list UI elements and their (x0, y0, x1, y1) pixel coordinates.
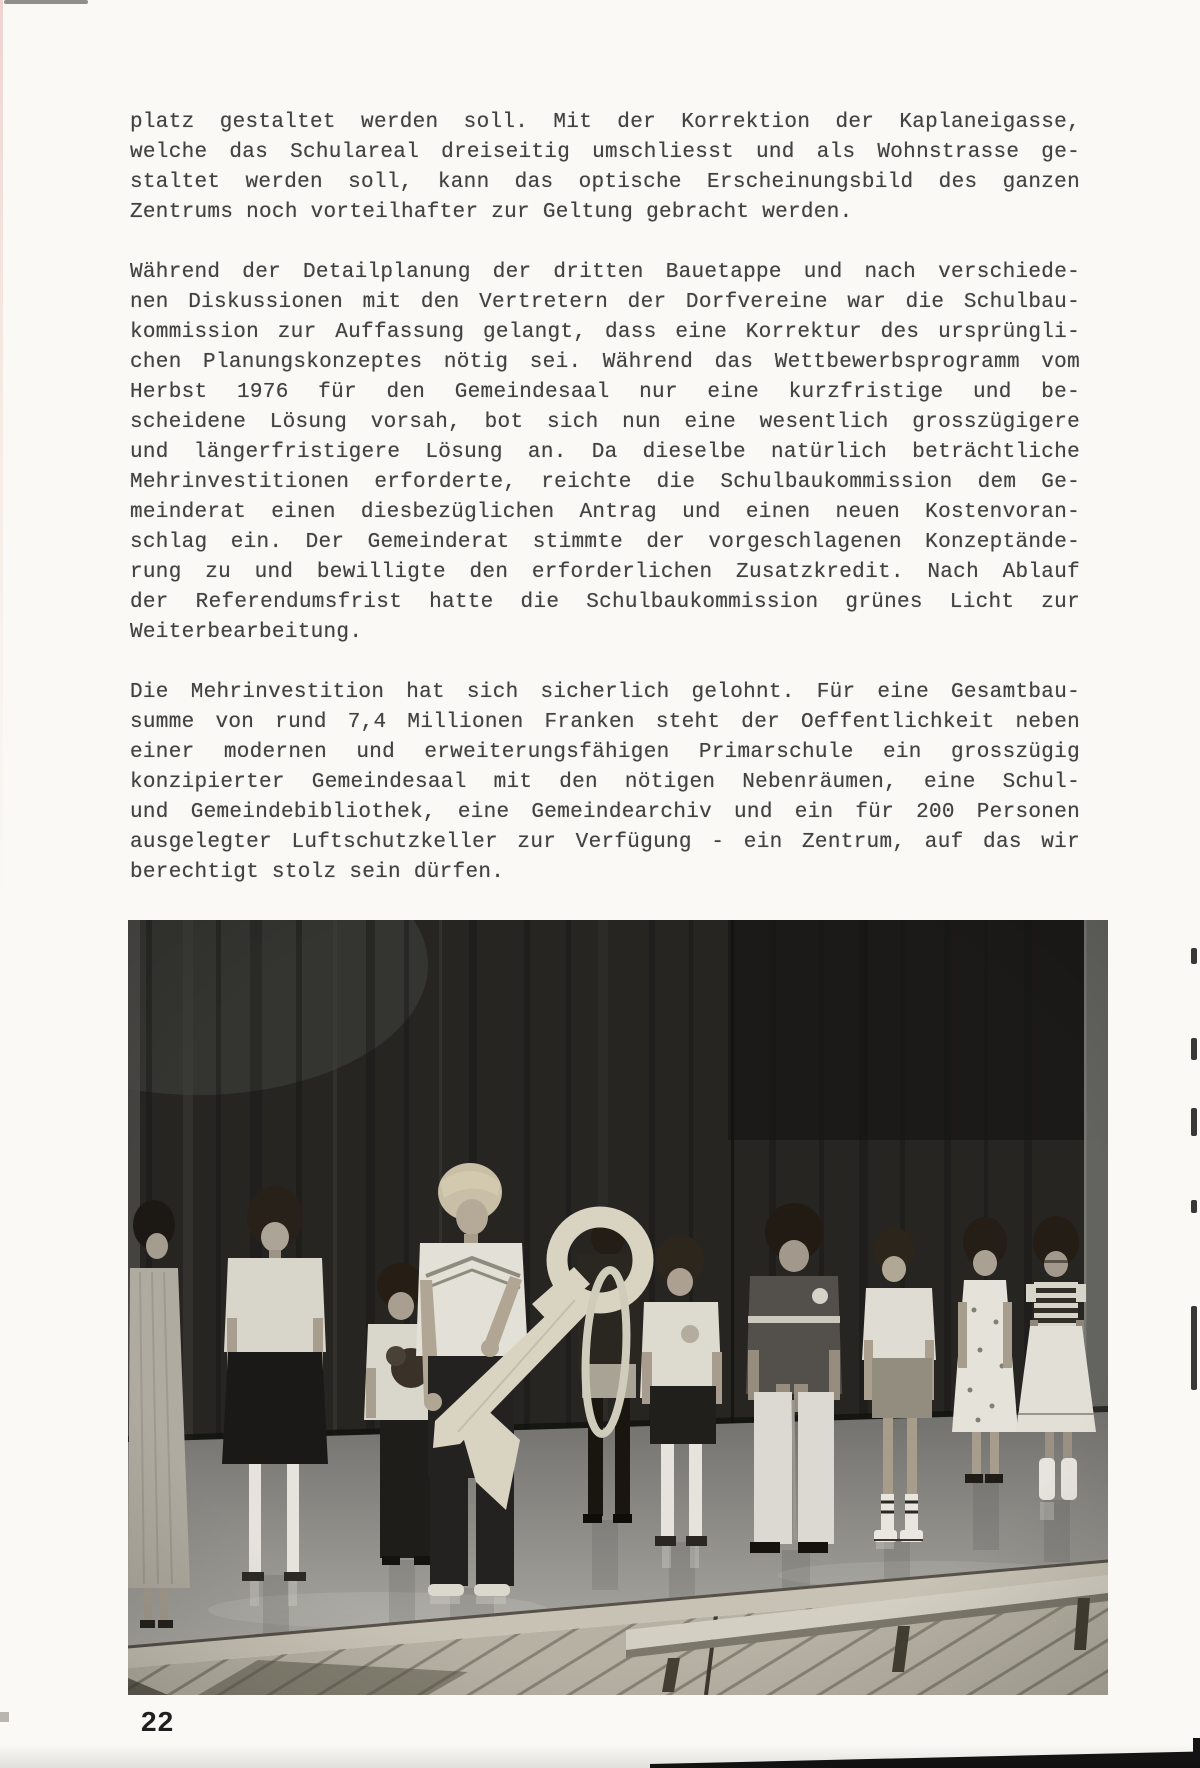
stage-photo-graphic (128, 920, 1108, 1695)
text-line: Während der Detailplanung der dritten Bauetappe und nach verschiede- (130, 261, 1080, 284)
paragraph (130, 108, 1080, 228)
stage-photograph (128, 920, 1108, 1695)
text-line: und Gemeindebibliothek, eine Gemeindearchiv und ein für 200 Personen (130, 801, 1080, 824)
text-line: meinderat einen diesbezüglichen Antrag und einen neuen Kostenvoran- (130, 501, 1080, 524)
page-bottom-shadow (0, 1745, 1200, 1768)
text-line: Zentrums noch vorteilhafter zur Geltung gebracht werden. (130, 201, 853, 224)
text-line: einer modernen und erweiterungsfähigen Primarschule ein grosszügig (130, 741, 1080, 764)
text-line: nen Diskussionen mit den Vertretern der Dorfvereine war die Schulbau- (130, 291, 1080, 314)
scan-artifact-corner (1193, 1738, 1200, 1768)
text-line: rung zu und bewilligte den erforderlichen Zusatzkredit. Nach Ablauf (130, 561, 1080, 584)
text-line: der Referendumsfrist hatte die Schulbaukommission grünes Licht zur (130, 591, 1080, 614)
scan-artifact-right-dash (1191, 1200, 1197, 1213)
text-line: scheidene Lösung vorsah, bot sich nun eine wesentlich grosszügigere (130, 411, 1080, 434)
text-line: berechtigt stolz sein dürfen. (130, 861, 505, 884)
scan-artifact-right-dash (1191, 1108, 1197, 1136)
text-line: und längerfristigere Lösung an. Da dieselbe natürlich beträchtliche (130, 441, 1080, 464)
photo-vignette (128, 920, 1108, 1695)
text-line: konzipierter Gemeindesaal mit den nötigen Nebenräumen, eine Schul- (130, 771, 1080, 794)
paragraph (130, 258, 1080, 648)
text-line: Weiterbearbeitung. (130, 621, 363, 644)
scan-artifact-bottom-left (0, 1712, 9, 1722)
page-number: 22 (141, 1706, 175, 1737)
scan-artifact-left-edge (0, 0, 3, 900)
text-line: staltet werden soll, kann das optische Erscheinungsbild des ganzen (130, 171, 1080, 194)
body-text (130, 108, 1080, 918)
text-line: summe von rund 7,4 Millionen Franken steht der Oeffentlichkeit neben (130, 711, 1080, 734)
scan-artifact-right-dash (1191, 948, 1197, 964)
text-line: Mehrinvestitionen erforderte, reichte die Schulbaukommission dem Ge- (130, 471, 1080, 494)
text-line: kommission zur Auffassung gelangt, dass eine Korrektur des ursprüngli- (130, 321, 1080, 344)
text-line: welche das Schulareal dreiseitig umschliesst und als Wohnstrasse ge- (130, 141, 1080, 164)
paragraph (130, 678, 1080, 888)
text-line: Herbst 1976 für den Gemeindesaal nur eine kurzfristige und be- (130, 381, 1080, 404)
scan-artifact-top-left (4, 0, 88, 4)
text-line: platz gestaltet werden soll. Mit der Korrektion der Kaplaneigasse, (130, 111, 1080, 134)
scan-artifact-right-dash (1191, 1306, 1197, 1390)
text-line: chen Planungskonzeptes nötig sei. Während das Wettbewerbsprogramm vom (130, 351, 1080, 374)
text-line: schlag ein. Der Gemeinderat stimmte der vorgeschlagenen Konzeptände- (130, 531, 1080, 554)
text-line: ausgelegter Luftschutzkeller zur Verfügung - ein Zentrum, auf das wir (130, 831, 1080, 854)
text-line: Die Mehrinvestition hat sich sicherlich gelohnt. Für eine Gesamtbau- (130, 681, 1080, 704)
scan-artifact-right-dash (1191, 1038, 1197, 1060)
scan-artifact-bottom-edge (650, 1750, 1200, 1768)
